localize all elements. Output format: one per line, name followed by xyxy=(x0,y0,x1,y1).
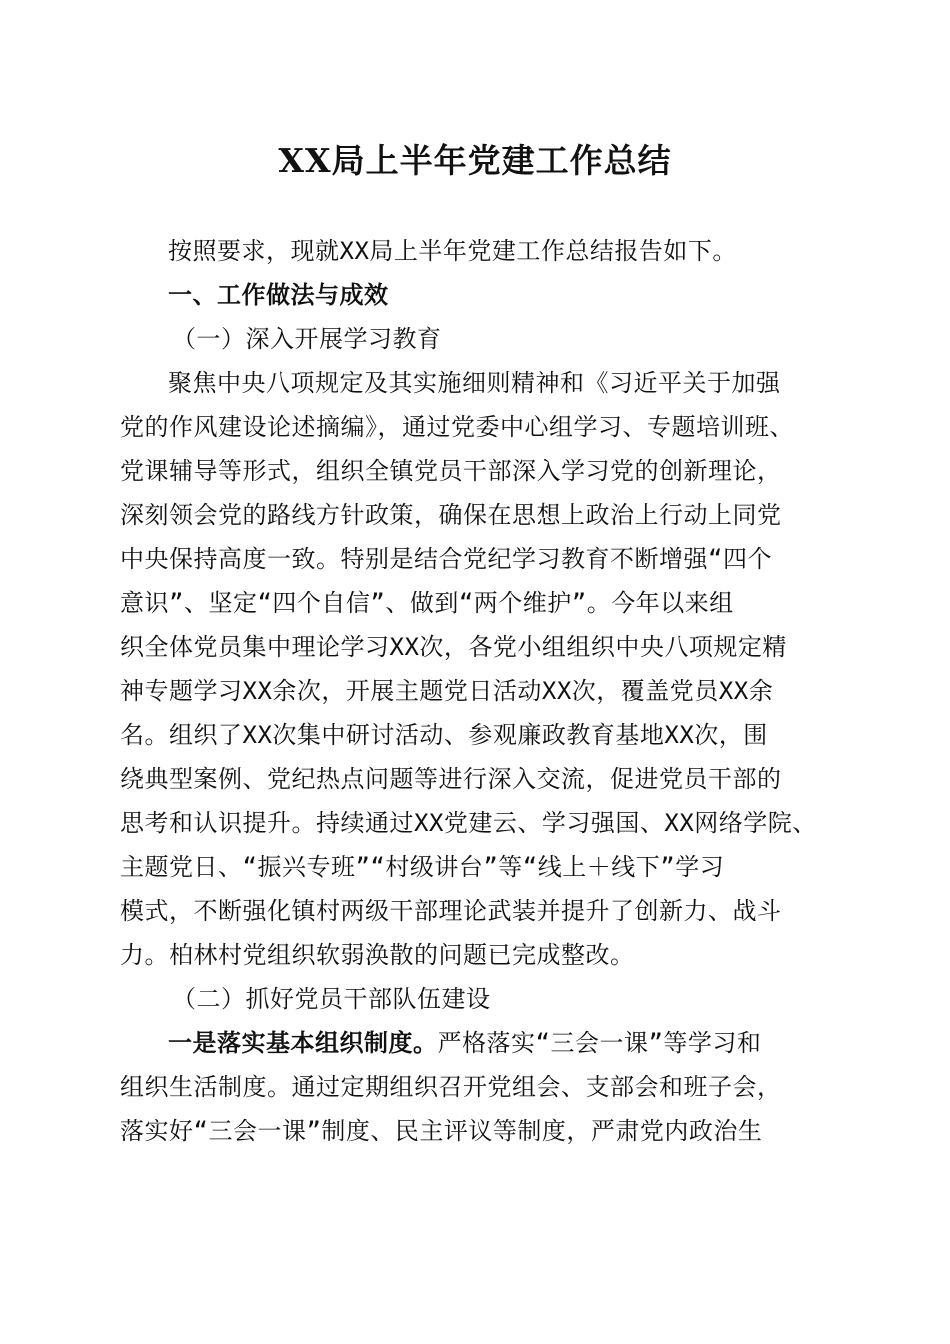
paragraph-line: 主题党日、“振兴专班”“村级讲台”等“线上＋线下”学习 xyxy=(120,853,725,881)
paragraph-line: 聚焦中央八项规定及其实施细则精神和《习近平关于加强 xyxy=(168,369,781,397)
paragraph-line: 落实好“三会一课”制度、民主评议等制度，严肃党内政治生 xyxy=(120,1117,763,1145)
subsection-heading: （二）抓好党员干部队伍建设 xyxy=(172,985,491,1013)
paragraph-line: 深刻领会党的路线方针政策，确保在思想上政治上行动上同党 xyxy=(120,501,782,529)
paragraph-text: 严格落实“三会一课”等学习和 xyxy=(437,1029,762,1057)
intro-paragraph: 按照要求，现就XX局上半年党建工作总结报告如下。 xyxy=(168,237,737,265)
page-title: XX局上半年党建工作总结 xyxy=(278,141,672,180)
subsection-heading: （一）深入开展学习教育 xyxy=(172,325,442,353)
paragraph-line: 中央保持高度一致。特别是结合党纪学习教育不断增强“四个 xyxy=(120,545,772,573)
paragraph-line: 思考和认识提升。持续通过XX党建云、学习强国、XX网络学院、 xyxy=(120,809,817,837)
paragraph-line: 织全体党员集中理论学习XX次，各党小组组织中央八项规定精 xyxy=(120,633,787,661)
paragraph-line: 绕典型案例、党纪热点问题等进行深入交流，促进党员干部的 xyxy=(120,765,782,793)
paragraph-line: 组织生活制度。通过定期组织召开党组会、支部会和班子会， xyxy=(120,1073,782,1101)
paragraph-line: 模式，不断强化镇村两级干部理论武装并提升了创新力、战斗 xyxy=(120,897,782,925)
paragraph-line: 党课辅导等形式，组织全镇党员干部深入学习党的创新理论， xyxy=(120,457,782,485)
paragraph-line: 神专题学习XX余次，开展主题党日活动XX次，覆盖党员XX余 xyxy=(120,677,774,705)
paragraph-line xyxy=(168,1022,761,1066)
lead-phrase: 一是落实基本组织制度。 xyxy=(168,1029,438,1057)
section-heading: 一、工作做法与成效 xyxy=(168,281,389,309)
paragraph-line: 党的作风建设论述摘编》，通过党委中心组学习、专题培训班、 xyxy=(120,413,794,441)
paragraph-line: 意识”、坚定“四个自信”、做到“两个维护”。今年以来组 xyxy=(120,589,734,617)
paragraph-line: 名。组织了XX次集中研讨活动、参观廉政教育基地XX次，围 xyxy=(120,721,768,749)
paragraph-line: 力。柏林村党组织软弱涣散的问题已完成整改。 xyxy=(120,941,635,969)
